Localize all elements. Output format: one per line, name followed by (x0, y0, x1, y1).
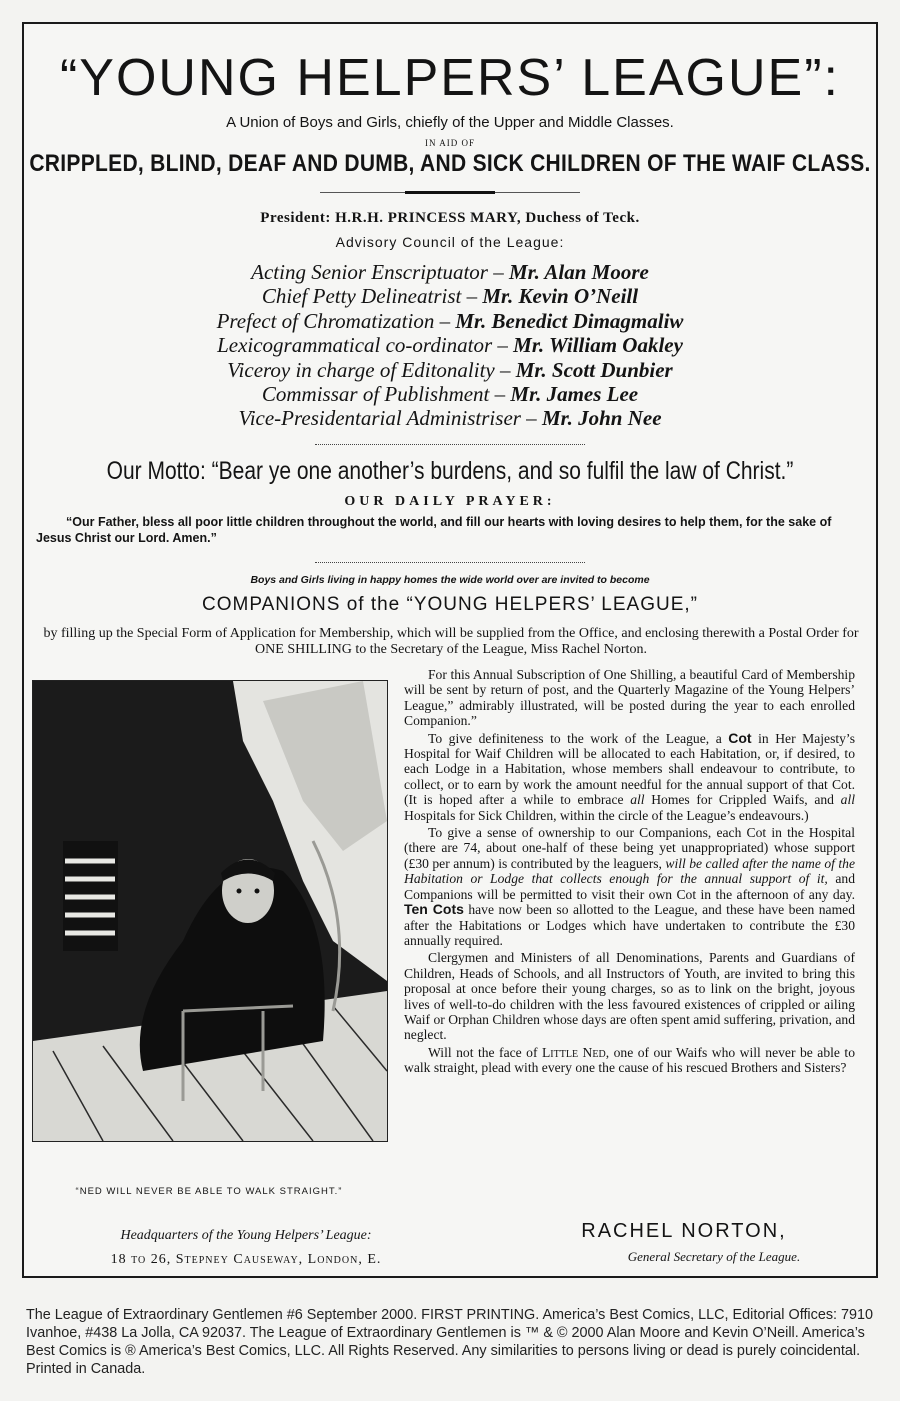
council-member: Lexicogrammatical co-ordinator – Mr. William Oakley (217, 333, 683, 358)
beneficiaries-heading: CRIPPLED, BLIND, DEAF AND DUMB, AND SICK CHILDREN OF THE WAIF CLASS. (29, 150, 871, 177)
headquarters-address: 18 to 26, Stepney Causeway, London, E. (110, 1252, 382, 1267)
body-paragraph: To give definiteness to the work of the League, a Cot in Her Majesty’s Hospital for Waif Children will be allocated to each Habitation, or, if desired, to each Lodge in a Habitation, whose members shall endeavour to contribute, to collect, or to earn by work the amount needful for the annual support of that Cot. (It is hoped after a while to embrace all Homes for Crippled Waifs, and all Hospitals for Sick Children, within the circle of the League’s endeavours.) (404, 729, 855, 823)
dotted-divider (315, 562, 585, 563)
application-instructions: by filling up the Special Form of Application for Membership, which will be supplied from the Office, and enclosing therewith a Postal Order for ONE SHILLING to the Secretary of the League, Miss Rachel Norton. (43, 626, 859, 657)
prayer-text: “Our Father, bless all poor little children throughout the world, and fill our hearts with loving desires to help them, for the sake of Jesus Christ our Lord. Amen.” (36, 515, 832, 545)
page-title: “YOUNG HELPERS’ LEAGUE”: (59, 49, 840, 107)
advisory-heading: Advisory Council of the League: (335, 234, 565, 250)
council-member: Commissar of Publishment – Mr. James Lee (261, 382, 639, 407)
council-list (24, 260, 876, 431)
council-member: Chief Petty Delineatrist – Mr. Kevin O’Neill (261, 284, 639, 309)
council-member: Prefect of Chromatization – Mr. Benedict Dimagmaliw (216, 308, 684, 333)
council-member: Viceroy in charge of Editonality – Mr. Scott Dunbier (227, 357, 673, 382)
body-paragraph: Will not the face of Little Ned, one of our Waifs who will never be able to walk straight, plead with every one the cause of his rescued Brothers and Sisters? (404, 1044, 855, 1076)
body-paragraph: To give a sense of ownership to our Companions, each Cot in the Hospital (there are 74, about one-half of these being yet unappropriated) whose support (£30 per annum) is contributed by the leaguers, will be called after the name of the Habitation or Lodge that collects enough for the annual support of it, and Companions will be permitted to visit their own Cot in the afternoon of any day. Ten Cots have now been so allotted to the League, and these have been named after the Habitations or Lodges which have undertaken to contribute the £30 annually required. (404, 825, 855, 948)
dotted-divider (315, 444, 585, 445)
companions-heading: COMPANIONS of the “YOUNG HELPERS’ LEAGUE,” (202, 594, 698, 615)
council-member: Vice-Presidentarial Administriser – Mr. John Nee (238, 406, 662, 431)
signatory-name: RACHEL NORTON, (581, 1220, 787, 1242)
body-paragraph: Clergymen and Ministers of all Denominations, Parents and Guardians of Children, Heads of Schools, and all Instructors of Youth, are invited to bring this proposal at once before their young charges, so as to link on the bright, joyous lives of well-to-do children with the less favoured existences of crippled or ailing Waif or Orphan Children whose days are often spent amid suffering, privation, and neglect. (404, 950, 855, 1043)
body-paragraph: For this Annual Subscription of One Shilling, a beautiful Card of Membership will be sent by return of post, and the Quarterly Magazine of the Young Helpers’ League,” admirably illustrated, will be posted during the year to each enrolled Companion.” (404, 667, 855, 729)
signature-block (494, 1220, 874, 1265)
headquarters-label: Headquarters of the Young Helpers’ League: (120, 1228, 372, 1243)
subtitle: A Union of Boys and Girls, chiefly of the Upper and Middle Classes. (226, 114, 674, 131)
illustration-caption: “NED WILL NEVER BE ABLE TO WALK STRAIGHT.” (75, 1186, 343, 1197)
motto: Our Motto: “Bear ye one another’s burdens, and so fulfil the law of Christ.” (106, 457, 794, 486)
headquarters-block (36, 1224, 456, 1272)
article-body (404, 667, 855, 1078)
daily-prayer-heading: OUR DAILY PRAYER: (344, 494, 556, 509)
in-aid-of-label: IN AID OF (424, 138, 475, 148)
council-member: Acting Senior Enscriptuator – Mr. Alan Moore (251, 260, 649, 284)
divider-rule (320, 192, 580, 193)
signatory-role: General Secretary of the League. (627, 1249, 801, 1264)
illustration-little-ned (32, 680, 388, 1142)
advertisement-frame (22, 22, 878, 1278)
legal-indicia: The League of Extraordinary Gentlemen #6 September 2000. FIRST PRINTING. America’s Best Comics, LLC, Editorial Offices: 7910 Ivanhoe, #438 La Jolla, CA 92037. The League of Extraordinary Gentlemen is ™ & © 2000 Alan Moore and Kevin O’Neill. America’s Best Comics is ® America’s Best Comics, LLC. All Rights Reserved. Any similarities to persons living or dead is purely coincidental. Printed in Canada. (26, 1307, 874, 1377)
invite-line: Boys and Girls living in happy homes the wide world over are invited to become (250, 574, 650, 586)
president-line: President: H.R.H. PRINCESS MARY, Duchess of Teck. (260, 210, 640, 226)
